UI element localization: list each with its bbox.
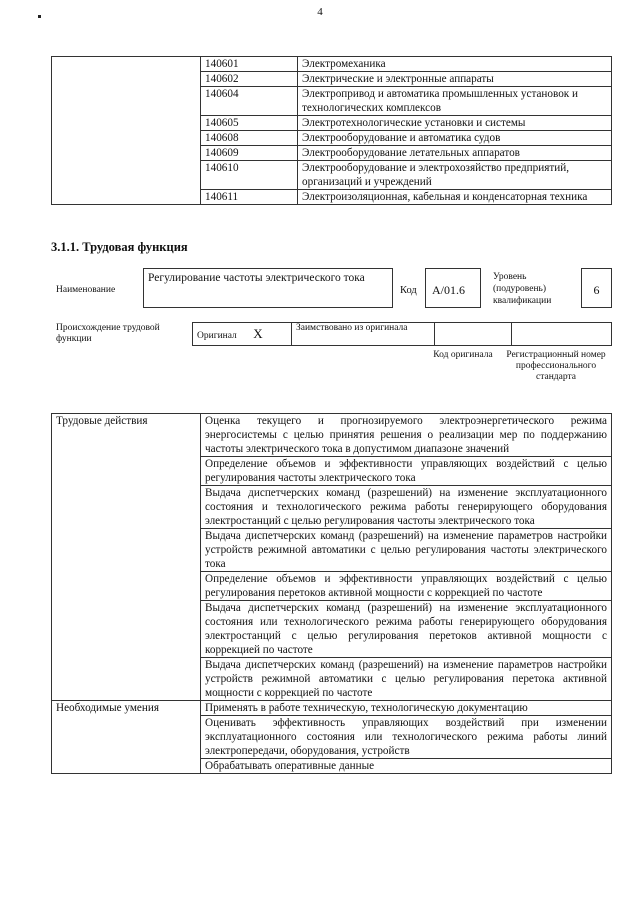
labor-action: Выдача диспетчерских команд (разрешений) на изменение эксплуатационного состояния и технологического режима работы генерирующего оборудования электростанций с целью регулирования частоты электрического тока (201, 486, 612, 529)
name-cell: Электроизоляционная, кабельная и конденсаторная техника (298, 190, 612, 205)
code-cell: 140604 (201, 87, 298, 116)
origin-table (192, 322, 612, 346)
labor-action: Оценка текущего и прогнозируемого электроэнергетического режима энергосистемы с целью принятия решения о реализации мер по поддержанию частоты электрического тока в допустимом диапазоне значений (201, 414, 612, 457)
skill: Применять в работе техническую, технологическую документацию (201, 701, 612, 716)
original-label: Оригинал (197, 331, 237, 341)
original-cell (193, 323, 292, 346)
labor-actions-label: Трудовые действия (52, 414, 201, 701)
function-code-box: А/01.6 (425, 268, 481, 308)
name-label: Наименование (56, 285, 116, 295)
registration-caption: Регистрационный номер профессионального стандарта (506, 350, 606, 382)
labor-action: Выдача диспетчерских команд (разрешений) на изменение параметров настройки устройств режимной автоматики с целью регулирования перетока активной мощности с коррекцией по частоте (201, 658, 612, 701)
code-label: Код (400, 285, 417, 296)
skill: Обрабатывать оперативные данные (201, 759, 612, 774)
borrowed-label: Заимствовано из оригинала (292, 323, 435, 346)
labor-action: Определение объемов и эффективности управляющих воздействий с целью регулирования частоты электрического тока (201, 457, 612, 486)
code-cell: 140601 (201, 57, 298, 72)
labor-function-table (51, 413, 612, 774)
empty-cell (52, 57, 201, 205)
skill: Оценивать эффективность управляющих воздействий при изменении эксплуатационного состояния или технологического режима работы линий электропередачи, оборудования, устройств (201, 716, 612, 759)
name-cell: Электротехнологические установки и системы (298, 116, 612, 131)
labor-action: Выдача диспетчерских команд (разрешений) на изменение эксплуатационного состояния или технологического режима работы генерирующего оборудования электростанций с целью регулирования перетоков активной мощности с коррекцией по частоте (201, 601, 612, 658)
level-label: Уровень (подуровень) квалификации (493, 272, 552, 306)
code-cell: 140602 (201, 72, 298, 87)
table-row (52, 701, 612, 716)
function-name-box: Регулирование частоты электрического тока (143, 268, 393, 308)
page-number: 4 (317, 6, 323, 18)
original-mark: X (253, 326, 263, 341)
name-cell: Электрооборудование и автоматика судов (298, 131, 612, 146)
scan-mark (38, 15, 41, 18)
original-code-cell (435, 323, 512, 346)
level-box: 6 (581, 268, 612, 308)
code-cell: 140609 (201, 146, 298, 161)
code-cell: 140608 (201, 131, 298, 146)
skills-label: Необходимые умения (52, 701, 201, 774)
table-row (52, 414, 612, 457)
labor-action: Выдача диспетчерских команд (разрешений) на изменение параметров настройки устройств режимной автоматики с целью регулирования частоты электрического тока (201, 529, 612, 572)
code-cell: 140611 (201, 190, 298, 205)
origin-label: Происхождение трудовой функции (56, 323, 160, 344)
labor-action: Определение объемов и эффективности управляющих воздействий с целью регулирования перетоков активной мощности с коррекцией по частоте (201, 572, 612, 601)
specialty-codes-table (51, 56, 612, 205)
name-cell: Электропривод и автоматика промышленных установок и технологических комплексов (298, 87, 612, 116)
section-title: 3.1.1. Трудовая функция (51, 240, 188, 254)
name-cell: Электрооборудование летательных аппаратов (298, 146, 612, 161)
code-caption: Код оригинала (433, 350, 493, 360)
code-cell: 140610 (201, 161, 298, 190)
name-cell: Электрические и электронные аппараты (298, 72, 612, 87)
table-row (52, 57, 612, 72)
registration-number-cell (512, 323, 612, 346)
name-cell: Электрооборудование и электрохозяйство предприятий, организаций и учреждений (298, 161, 612, 190)
code-cell: 140605 (201, 116, 298, 131)
name-cell: Электромеханика (298, 57, 612, 72)
